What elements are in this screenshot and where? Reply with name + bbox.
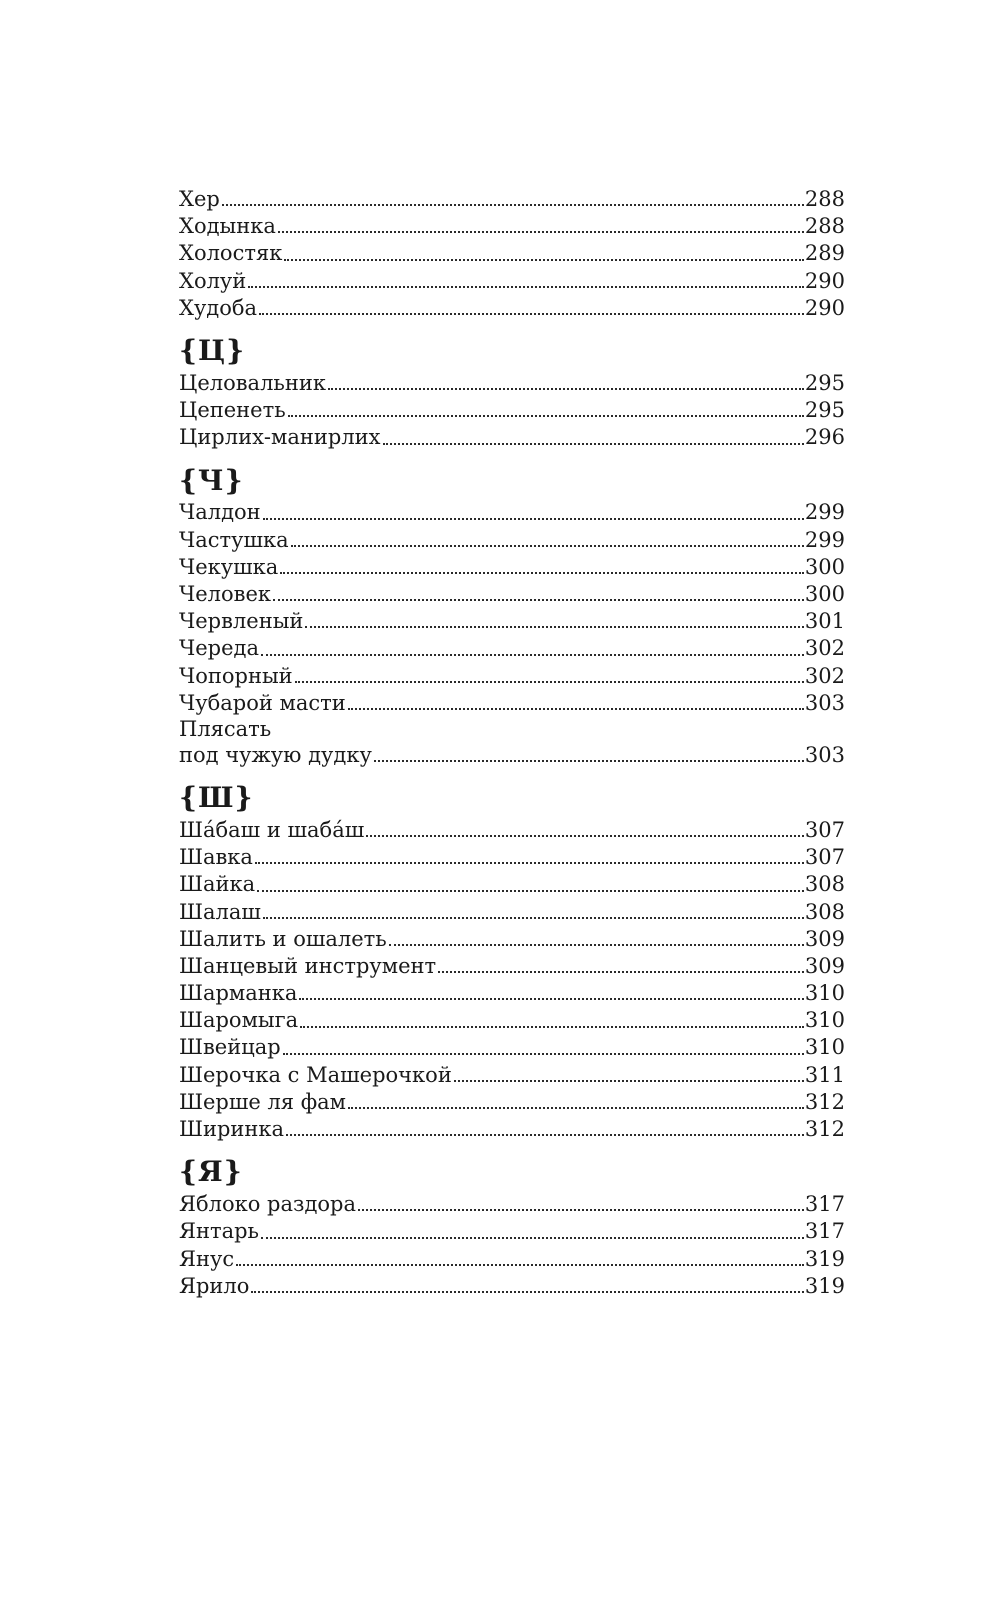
- toc-entry-title: Яблоко раздора: [179, 1192, 356, 1217]
- toc-entry[interactable]: [179, 980, 845, 1007]
- toc-entry-page: 307: [804, 845, 845, 870]
- toc-entry-title: Червленый: [179, 609, 304, 634]
- dot-leader: [454, 1079, 804, 1082]
- toc-entry-page: 302: [804, 636, 845, 661]
- toc-entry[interactable]: [179, 608, 845, 635]
- dot-leader: [305, 625, 804, 628]
- toc-entry-page: 288: [804, 214, 845, 239]
- section-letter-heading: {Ч}: [179, 463, 244, 497]
- toc-entry-page: 312: [804, 1117, 845, 1142]
- toc-entry-page: 310: [804, 1008, 845, 1033]
- toc-entry[interactable]: [179, 1062, 845, 1089]
- dot-leader: [263, 916, 804, 919]
- dot-leader: [366, 834, 804, 837]
- toc-entry[interactable]: [179, 1246, 845, 1273]
- toc-entry-page: 290: [804, 268, 845, 293]
- dot-leader: [295, 680, 804, 683]
- toc-entry-title: Шайка: [179, 872, 256, 897]
- dot-leader: [389, 943, 804, 946]
- toc-entry-title-continued: под чужую дудку: [179, 743, 372, 767]
- toc-entry[interactable]: [179, 500, 845, 527]
- toc-entry-page: 317: [804, 1192, 845, 1217]
- dot-leader: [261, 1236, 804, 1239]
- toc-entry-page: 300: [804, 554, 845, 579]
- toc-entry[interactable]: [179, 370, 845, 397]
- dot-leader: [283, 1052, 804, 1055]
- dot-leader: [222, 203, 804, 206]
- toc-entry[interactable]: [179, 717, 845, 769]
- dot-leader: [263, 517, 804, 520]
- toc-entry-title: Цирлих-манирлих: [179, 425, 381, 450]
- toc-entry-page: 303: [804, 690, 845, 715]
- toc-entry[interactable]: [179, 1218, 845, 1245]
- toc-entry-page: 300: [804, 582, 845, 607]
- toc-entry[interactable]: [179, 424, 845, 451]
- toc-entry-page: 290: [804, 295, 845, 320]
- toc-entry-page: 299: [804, 527, 845, 552]
- dot-leader: [273, 598, 804, 601]
- toc-entry[interactable]: [179, 213, 845, 240]
- toc-entry-title: Человек: [179, 582, 272, 607]
- table-of-contents: [179, 186, 845, 1300]
- dot-leader: [358, 1208, 804, 1211]
- dot-leader: [278, 230, 804, 233]
- toc-entry-title: Ширинка: [179, 1117, 285, 1142]
- dot-leader: [286, 1133, 804, 1136]
- dot-leader: [291, 544, 804, 547]
- toc-entry-title: Шерше ля фам: [179, 1089, 347, 1114]
- toc-entry[interactable]: [179, 844, 845, 871]
- dot-leader: [255, 861, 804, 864]
- toc-entry-title: Холуй: [179, 268, 247, 293]
- toc-entry-title: Целовальник: [179, 370, 326, 395]
- dot-leader: [280, 571, 804, 574]
- dot-leader: [257, 889, 804, 892]
- toc-entry-title: Чубарой масти: [179, 690, 346, 715]
- dot-leader: [251, 1290, 804, 1293]
- toc-entry-title: Чопорный: [179, 663, 293, 688]
- dot-leader: [438, 970, 804, 973]
- toc-entry[interactable]: [179, 186, 845, 213]
- toc-entry-page: 319: [804, 1246, 845, 1271]
- dot-leader: [299, 997, 803, 1000]
- toc-entry[interactable]: [179, 1035, 845, 1062]
- toc-entry-title: Цепенеть: [179, 398, 286, 423]
- toc-entry-title: Плясать: [179, 717, 272, 741]
- dot-leader: [248, 285, 804, 288]
- toc-entry-page: 317: [804, 1219, 845, 1244]
- toc-entry-title: Частушка: [179, 527, 289, 552]
- toc-entry[interactable]: [179, 663, 845, 690]
- toc-entry-page: 311: [804, 1062, 845, 1087]
- toc-entry-title: Янтарь: [179, 1219, 259, 1244]
- dot-leader: [328, 387, 804, 390]
- toc-entry-title: Шарманка: [179, 981, 298, 1006]
- toc-entry-title: Ярило: [179, 1273, 250, 1298]
- dot-leader: [236, 1263, 804, 1266]
- toc-entry-title: Чалдон: [179, 500, 261, 525]
- toc-entry[interactable]: [179, 397, 845, 424]
- toc-entry-title: Шалаш: [179, 899, 261, 924]
- toc-entry-title: Шаромыга: [179, 1008, 299, 1033]
- dot-leader: [284, 258, 804, 261]
- toc-entry-title: Ходынка: [179, 214, 276, 239]
- toc-entry-title: Чекушка: [179, 554, 279, 579]
- toc-entry-page: 288: [804, 186, 845, 211]
- toc-entry-page: 295: [804, 370, 845, 395]
- toc-entry-page: 310: [804, 981, 845, 1006]
- toc-entry-page: 308: [804, 872, 845, 897]
- dot-leader: [261, 653, 804, 656]
- toc-entry-page: 319: [804, 1273, 845, 1298]
- toc-entry-page: 309: [804, 926, 845, 951]
- toc-entry-title: Хер: [179, 186, 220, 211]
- toc-entry-title: Худоба: [179, 295, 258, 320]
- toc-entry-page: 289: [804, 241, 845, 266]
- toc-entry[interactable]: [179, 953, 845, 980]
- toc-entry-title: Холостяк: [179, 241, 283, 266]
- toc-entry-page: 302: [804, 663, 845, 688]
- toc-entry[interactable]: [179, 554, 845, 581]
- toc-entry[interactable]: [179, 926, 845, 953]
- toc-entry-title: Шавка: [179, 845, 253, 870]
- dot-leader: [300, 1025, 804, 1028]
- toc-entry[interactable]: [179, 1007, 845, 1034]
- toc-entry[interactable]: [179, 1089, 845, 1116]
- toc-entry-page: 296: [804, 425, 845, 450]
- dot-leader: [348, 707, 804, 710]
- toc-entry[interactable]: [179, 635, 845, 662]
- toc-entry-page: 301: [804, 609, 845, 634]
- toc-entry-title: Шанцевый инструмент: [179, 953, 437, 978]
- toc-entry-title: Швейцар: [179, 1035, 281, 1060]
- toc-entry-title: Шалить и ошалеть: [179, 926, 387, 951]
- toc-entry[interactable]: [179, 690, 845, 717]
- toc-entry[interactable]: [179, 1116, 845, 1143]
- dot-leader: [348, 1106, 804, 1109]
- toc-entry-page: 299: [804, 500, 845, 525]
- toc-entry-title: Шерочка с Машерочкой: [179, 1062, 452, 1087]
- toc-entry-title: Янус: [179, 1246, 235, 1271]
- toc-entry-page: 303: [804, 743, 845, 767]
- toc-entry-page: 308: [804, 899, 845, 924]
- section-letter-heading: {Ц}: [179, 333, 246, 367]
- toc-entry[interactable]: [179, 527, 845, 554]
- section-letter-heading: {Я}: [179, 1155, 243, 1189]
- toc-entry-title: Шáбаш и шабáш: [179, 817, 365, 842]
- toc-entry[interactable]: [179, 871, 845, 898]
- toc-entry[interactable]: [179, 817, 845, 844]
- toc-entry-page: 310: [804, 1035, 845, 1060]
- toc-entry-title: Череда: [179, 636, 259, 661]
- toc-entry[interactable]: [179, 1191, 845, 1218]
- toc-entry[interactable]: [179, 295, 845, 322]
- toc-entry[interactable]: [179, 899, 845, 926]
- toc-entry-page: 312: [804, 1089, 845, 1114]
- toc-entry[interactable]: [179, 581, 845, 608]
- toc-entry[interactable]: [179, 1273, 845, 1300]
- section-letter-heading: {Ш}: [179, 781, 254, 814]
- toc-entry-page: 295: [804, 398, 845, 423]
- dot-leader: [288, 414, 804, 417]
- toc-entry-page: 307: [804, 817, 845, 842]
- dot-leader: [374, 759, 804, 762]
- toc-entry[interactable]: [179, 268, 845, 295]
- toc-entry-page: 309: [804, 953, 845, 978]
- dot-leader: [383, 442, 804, 445]
- dot-leader: [259, 312, 804, 315]
- toc-entry[interactable]: [179, 240, 845, 267]
